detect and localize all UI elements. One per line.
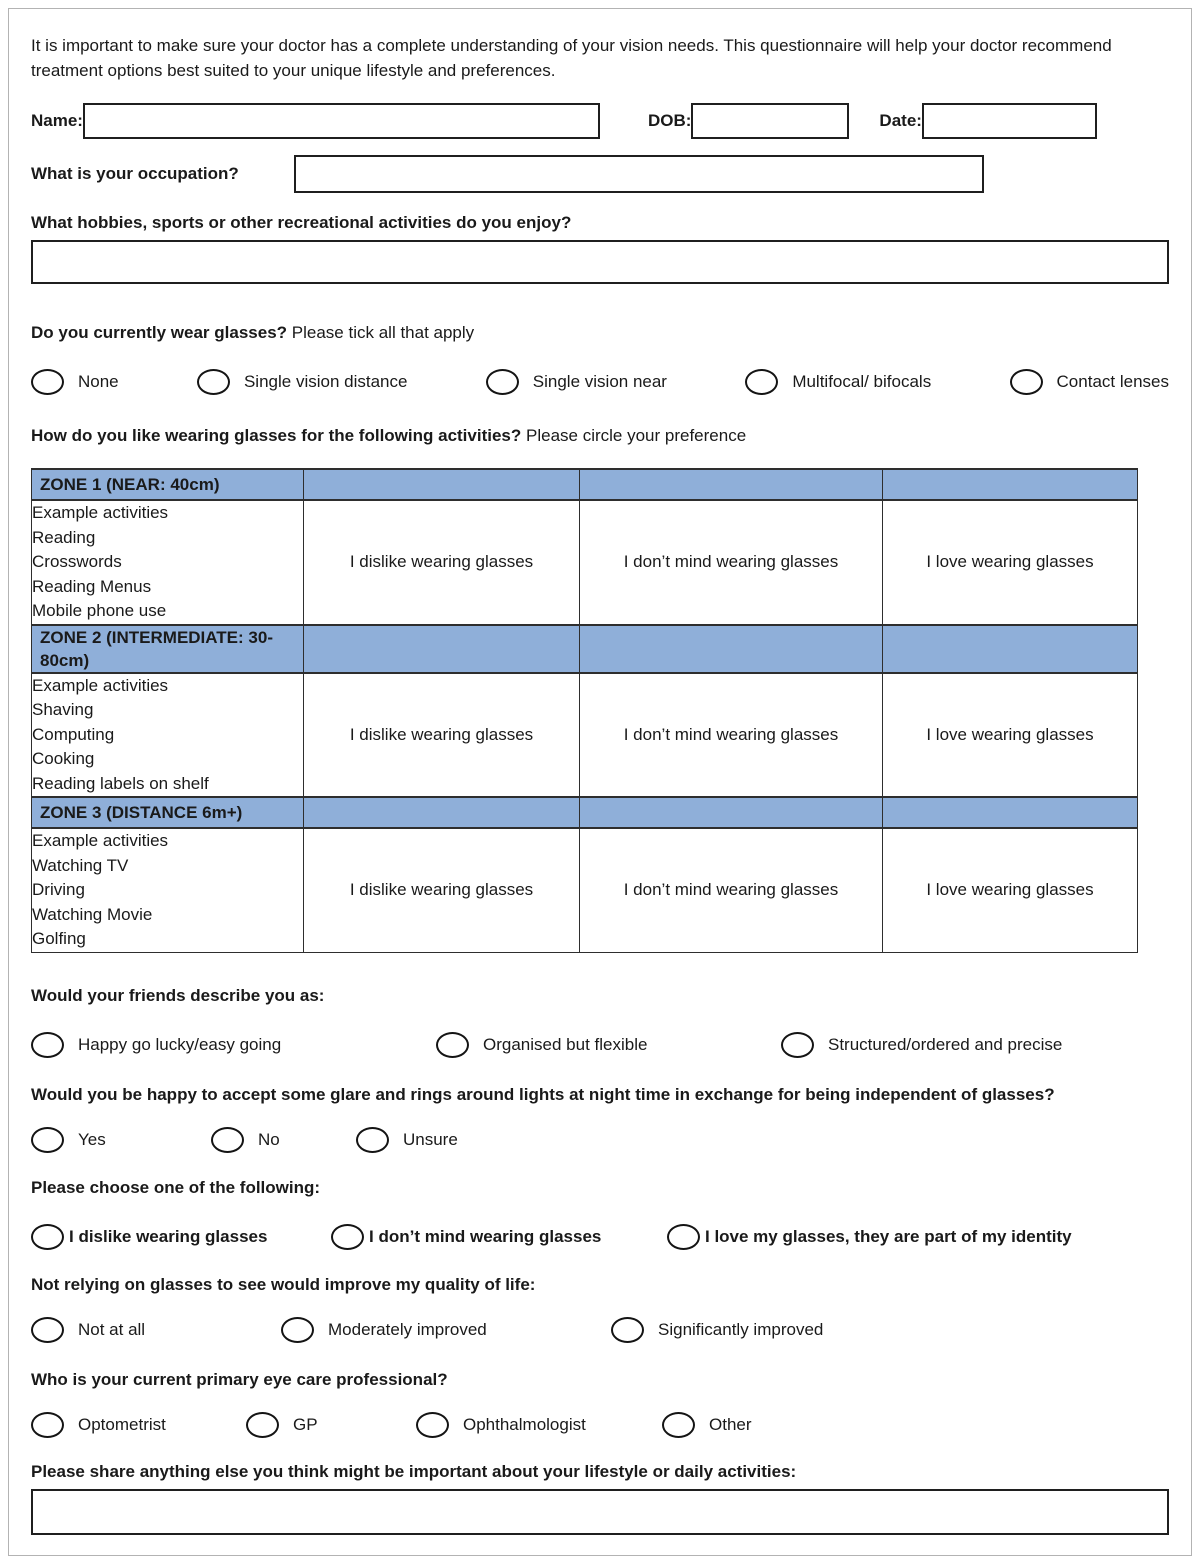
zone2-body-row xyxy=(32,673,1138,798)
example-activity: Reading Menus xyxy=(32,576,152,596)
radio-oval-icon[interactable] xyxy=(31,1032,64,1058)
option-label: GP xyxy=(293,1414,318,1434)
date-input[interactable] xyxy=(922,103,1097,139)
activities-question-line xyxy=(31,423,1169,448)
option-structured-precise[interactable] xyxy=(781,1032,1062,1058)
option-label: Single vision distance xyxy=(243,372,408,391)
example-activity: Computing xyxy=(32,724,115,744)
zone1-header-cell xyxy=(580,469,883,500)
option-happy-go-lucky[interactable] xyxy=(31,1032,436,1058)
option-label: No xyxy=(258,1129,280,1149)
radio-oval-icon[interactable] xyxy=(662,1412,695,1438)
zone3-header-row xyxy=(32,797,1138,828)
zone2-choice-dont-mind[interactable]: I don’t mind wearing glasses xyxy=(580,673,883,798)
glare-options xyxy=(31,1127,1169,1153)
option-label: I don’t mind wearing glasses xyxy=(369,1226,602,1246)
activities-instruction: Please circle your preference xyxy=(526,426,747,445)
occupation-question: What is your occupation? xyxy=(31,164,239,183)
example-activity: Example activities xyxy=(32,831,169,850)
option-label: Structured/ordered and precise xyxy=(828,1034,1063,1054)
radio-oval-icon[interactable] xyxy=(31,1224,64,1250)
zone2-header-cell xyxy=(304,625,580,673)
preference-question: Please choose one of the following: xyxy=(31,1177,321,1197)
option-gp[interactable] xyxy=(246,1412,416,1438)
option-label: Single vision near xyxy=(532,372,667,391)
example-activity: Mobile phone use xyxy=(32,601,167,620)
dob-label: DOB: xyxy=(647,111,692,130)
zone2-header-cell xyxy=(883,625,1138,673)
zone3-header-cell xyxy=(304,797,580,828)
radio-oval-icon[interactable] xyxy=(31,1317,64,1343)
radio-oval-icon[interactable] xyxy=(611,1317,644,1343)
questionnaire-page xyxy=(8,8,1192,1556)
zone1-body-row xyxy=(32,500,1138,625)
option-label: None xyxy=(78,372,119,391)
zone3-body-row xyxy=(32,828,1138,952)
option-ophthalmologist[interactable] xyxy=(416,1412,662,1438)
zone1-examples xyxy=(32,500,304,625)
example-activity: Crosswords xyxy=(32,552,122,571)
radio-oval-icon[interactable] xyxy=(31,369,64,395)
example-activity: Shaving xyxy=(32,700,94,719)
radio-oval-icon[interactable] xyxy=(246,1412,279,1438)
example-activity: Reading xyxy=(32,527,96,547)
date-label: Date: xyxy=(879,111,922,130)
example-activity: Golfing xyxy=(32,929,86,948)
current-glasses-question: Do you currently wear glasses? xyxy=(31,323,288,342)
current-glasses-options xyxy=(31,369,1169,395)
radio-oval-icon[interactable] xyxy=(31,1127,64,1153)
example-activity: Cooking xyxy=(32,749,95,768)
activities-question: How do you like wearing glasses for the following activities? xyxy=(31,426,522,445)
example-activity: Reading labels on shelf xyxy=(32,773,209,793)
option-label: Happy go lucky/easy going xyxy=(78,1034,282,1054)
current-glasses-instruction: Please tick all that apply xyxy=(291,323,475,342)
radio-oval-icon[interactable] xyxy=(1010,369,1043,395)
zone3-choice-dislike[interactable]: I dislike wearing glasses xyxy=(304,828,580,952)
quality-of-life-options xyxy=(31,1317,1169,1343)
option-multifocal-bifocals[interactable] xyxy=(745,369,931,395)
option-none[interactable] xyxy=(31,369,119,395)
example-activity: Driving xyxy=(32,880,85,899)
name-label: Name: xyxy=(31,111,83,130)
option-label: Yes xyxy=(78,1129,106,1149)
zone3-examples xyxy=(32,828,304,952)
option-no[interactable] xyxy=(211,1127,356,1153)
radio-oval-icon[interactable] xyxy=(486,369,519,395)
option-label: Ophthalmologist xyxy=(463,1414,586,1434)
option-contact-lenses[interactable] xyxy=(1010,369,1169,395)
option-label: Significantly improved xyxy=(658,1319,824,1339)
radio-oval-icon[interactable] xyxy=(356,1127,389,1153)
option-not-at-all[interactable] xyxy=(31,1317,281,1343)
zone1-choice-love[interactable]: I love wearing glasses xyxy=(883,500,1138,625)
option-organised-flexible[interactable] xyxy=(436,1032,781,1058)
zone1-header-cell xyxy=(304,469,580,500)
zone2-choice-love[interactable]: I love wearing glasses xyxy=(883,673,1138,798)
zone3-choice-dont-mind[interactable]: I don’t mind wearing glasses xyxy=(580,828,883,952)
option-label: Other xyxy=(709,1414,752,1434)
zone3-choice-love[interactable]: I love wearing glasses xyxy=(883,828,1138,952)
radio-oval-icon[interactable] xyxy=(416,1412,449,1438)
zone1-choice-dont-mind[interactable]: I don’t mind wearing glasses xyxy=(580,500,883,625)
occupation-input[interactable] xyxy=(294,155,984,193)
dob-input[interactable] xyxy=(691,103,849,139)
friends-describe-options xyxy=(31,1032,1169,1058)
zone1-choice-dislike[interactable]: I dislike wearing glasses xyxy=(304,500,580,625)
option-label: Not at all xyxy=(78,1319,146,1339)
zone3-header-cell xyxy=(883,797,1138,828)
option-single-vision-near[interactable] xyxy=(486,369,667,395)
radio-oval-icon[interactable] xyxy=(436,1032,469,1058)
option-dislike-glasses[interactable] xyxy=(31,1224,331,1250)
zone2-title: ZONE 2 (INTERMEDIATE: 30-80cm) xyxy=(32,625,304,673)
glare-question: Would you be happy to accept some glare and rings around lights at night time in exchange for being independent of glasses? xyxy=(31,1084,1055,1104)
zone1-header-cell xyxy=(883,469,1138,500)
occupation-row xyxy=(31,155,1169,193)
zones-table xyxy=(31,468,1138,953)
example-activity: Example activities xyxy=(32,503,169,522)
zone1-title: ZONE 1 (NEAR: 40cm) xyxy=(32,469,304,500)
option-single-vision-distance[interactable] xyxy=(197,369,407,395)
radio-oval-icon[interactable] xyxy=(667,1224,700,1250)
zone3-title: ZONE 3 (DISTANCE 6m+) xyxy=(32,797,304,828)
option-dont-mind-glasses[interactable] xyxy=(331,1224,667,1250)
option-significantly-improved[interactable] xyxy=(611,1317,823,1343)
option-unsure[interactable] xyxy=(356,1127,458,1153)
zone3-header-cell xyxy=(580,797,883,828)
preference-options xyxy=(31,1224,1169,1250)
option-yes[interactable] xyxy=(31,1127,211,1153)
intro-paragraph: It is important to make sure your doctor has a complete understanding of your vision needs. This questionnaire will help your doctor recommend treatment options best suited to your unique lifestyle and preferences. xyxy=(31,36,1112,80)
zone1-header-row xyxy=(32,469,1138,500)
eye-care-options xyxy=(31,1412,1169,1438)
zone2-header-cell xyxy=(580,625,883,673)
option-label: I dislike wearing glasses xyxy=(69,1226,268,1246)
additional-question: Please share anything else you think might be important about your lifestyle or daily activities: xyxy=(31,1461,797,1481)
option-label: Moderately improved xyxy=(328,1319,487,1339)
radio-oval-icon[interactable] xyxy=(197,369,230,395)
option-label: Optometrist xyxy=(78,1414,166,1434)
radio-oval-icon[interactable] xyxy=(31,1412,64,1438)
option-label: Contact lenses xyxy=(1056,372,1169,391)
option-moderately-improved[interactable] xyxy=(281,1317,611,1343)
hobbies-question: What hobbies, sports or other recreational activities do you enjoy? xyxy=(31,213,572,232)
additional-input[interactable] xyxy=(31,1489,1169,1535)
radio-oval-icon[interactable] xyxy=(331,1224,364,1250)
identity-row xyxy=(31,103,1169,139)
zone2-examples xyxy=(32,673,304,798)
radio-oval-icon[interactable] xyxy=(281,1317,314,1343)
radio-oval-icon[interactable] xyxy=(745,369,778,395)
friends-describe-question: Would your friends describe you as: xyxy=(31,985,325,1005)
example-activity: Watching TV xyxy=(32,855,129,875)
option-label: Organised but flexible xyxy=(483,1034,648,1054)
zone2-header-row xyxy=(32,625,1138,673)
option-label: Unsure xyxy=(403,1129,458,1149)
hobbies-input[interactable] xyxy=(31,240,1169,284)
option-other[interactable] xyxy=(662,1412,752,1438)
option-love-glasses-identity[interactable] xyxy=(667,1224,1072,1250)
zone2-choice-dislike[interactable]: I dislike wearing glasses xyxy=(304,673,580,798)
radio-oval-icon[interactable] xyxy=(781,1032,814,1058)
option-label: I love my glasses, they are part of my identity xyxy=(705,1226,1072,1246)
option-optometrist[interactable] xyxy=(31,1412,246,1438)
example-activity: Watching Movie xyxy=(32,904,153,924)
eye-care-question: Who is your current primary eye care professional? xyxy=(31,1369,448,1389)
example-activity: Example activities xyxy=(32,675,169,695)
radio-oval-icon[interactable] xyxy=(211,1127,244,1153)
option-label: Multifocal/ bifocals xyxy=(792,372,932,391)
name-input[interactable] xyxy=(83,103,600,139)
current-glasses-question-line xyxy=(31,320,1169,345)
quality-of-life-question: Not relying on glasses to see would improve my quality of life: xyxy=(31,1274,536,1294)
